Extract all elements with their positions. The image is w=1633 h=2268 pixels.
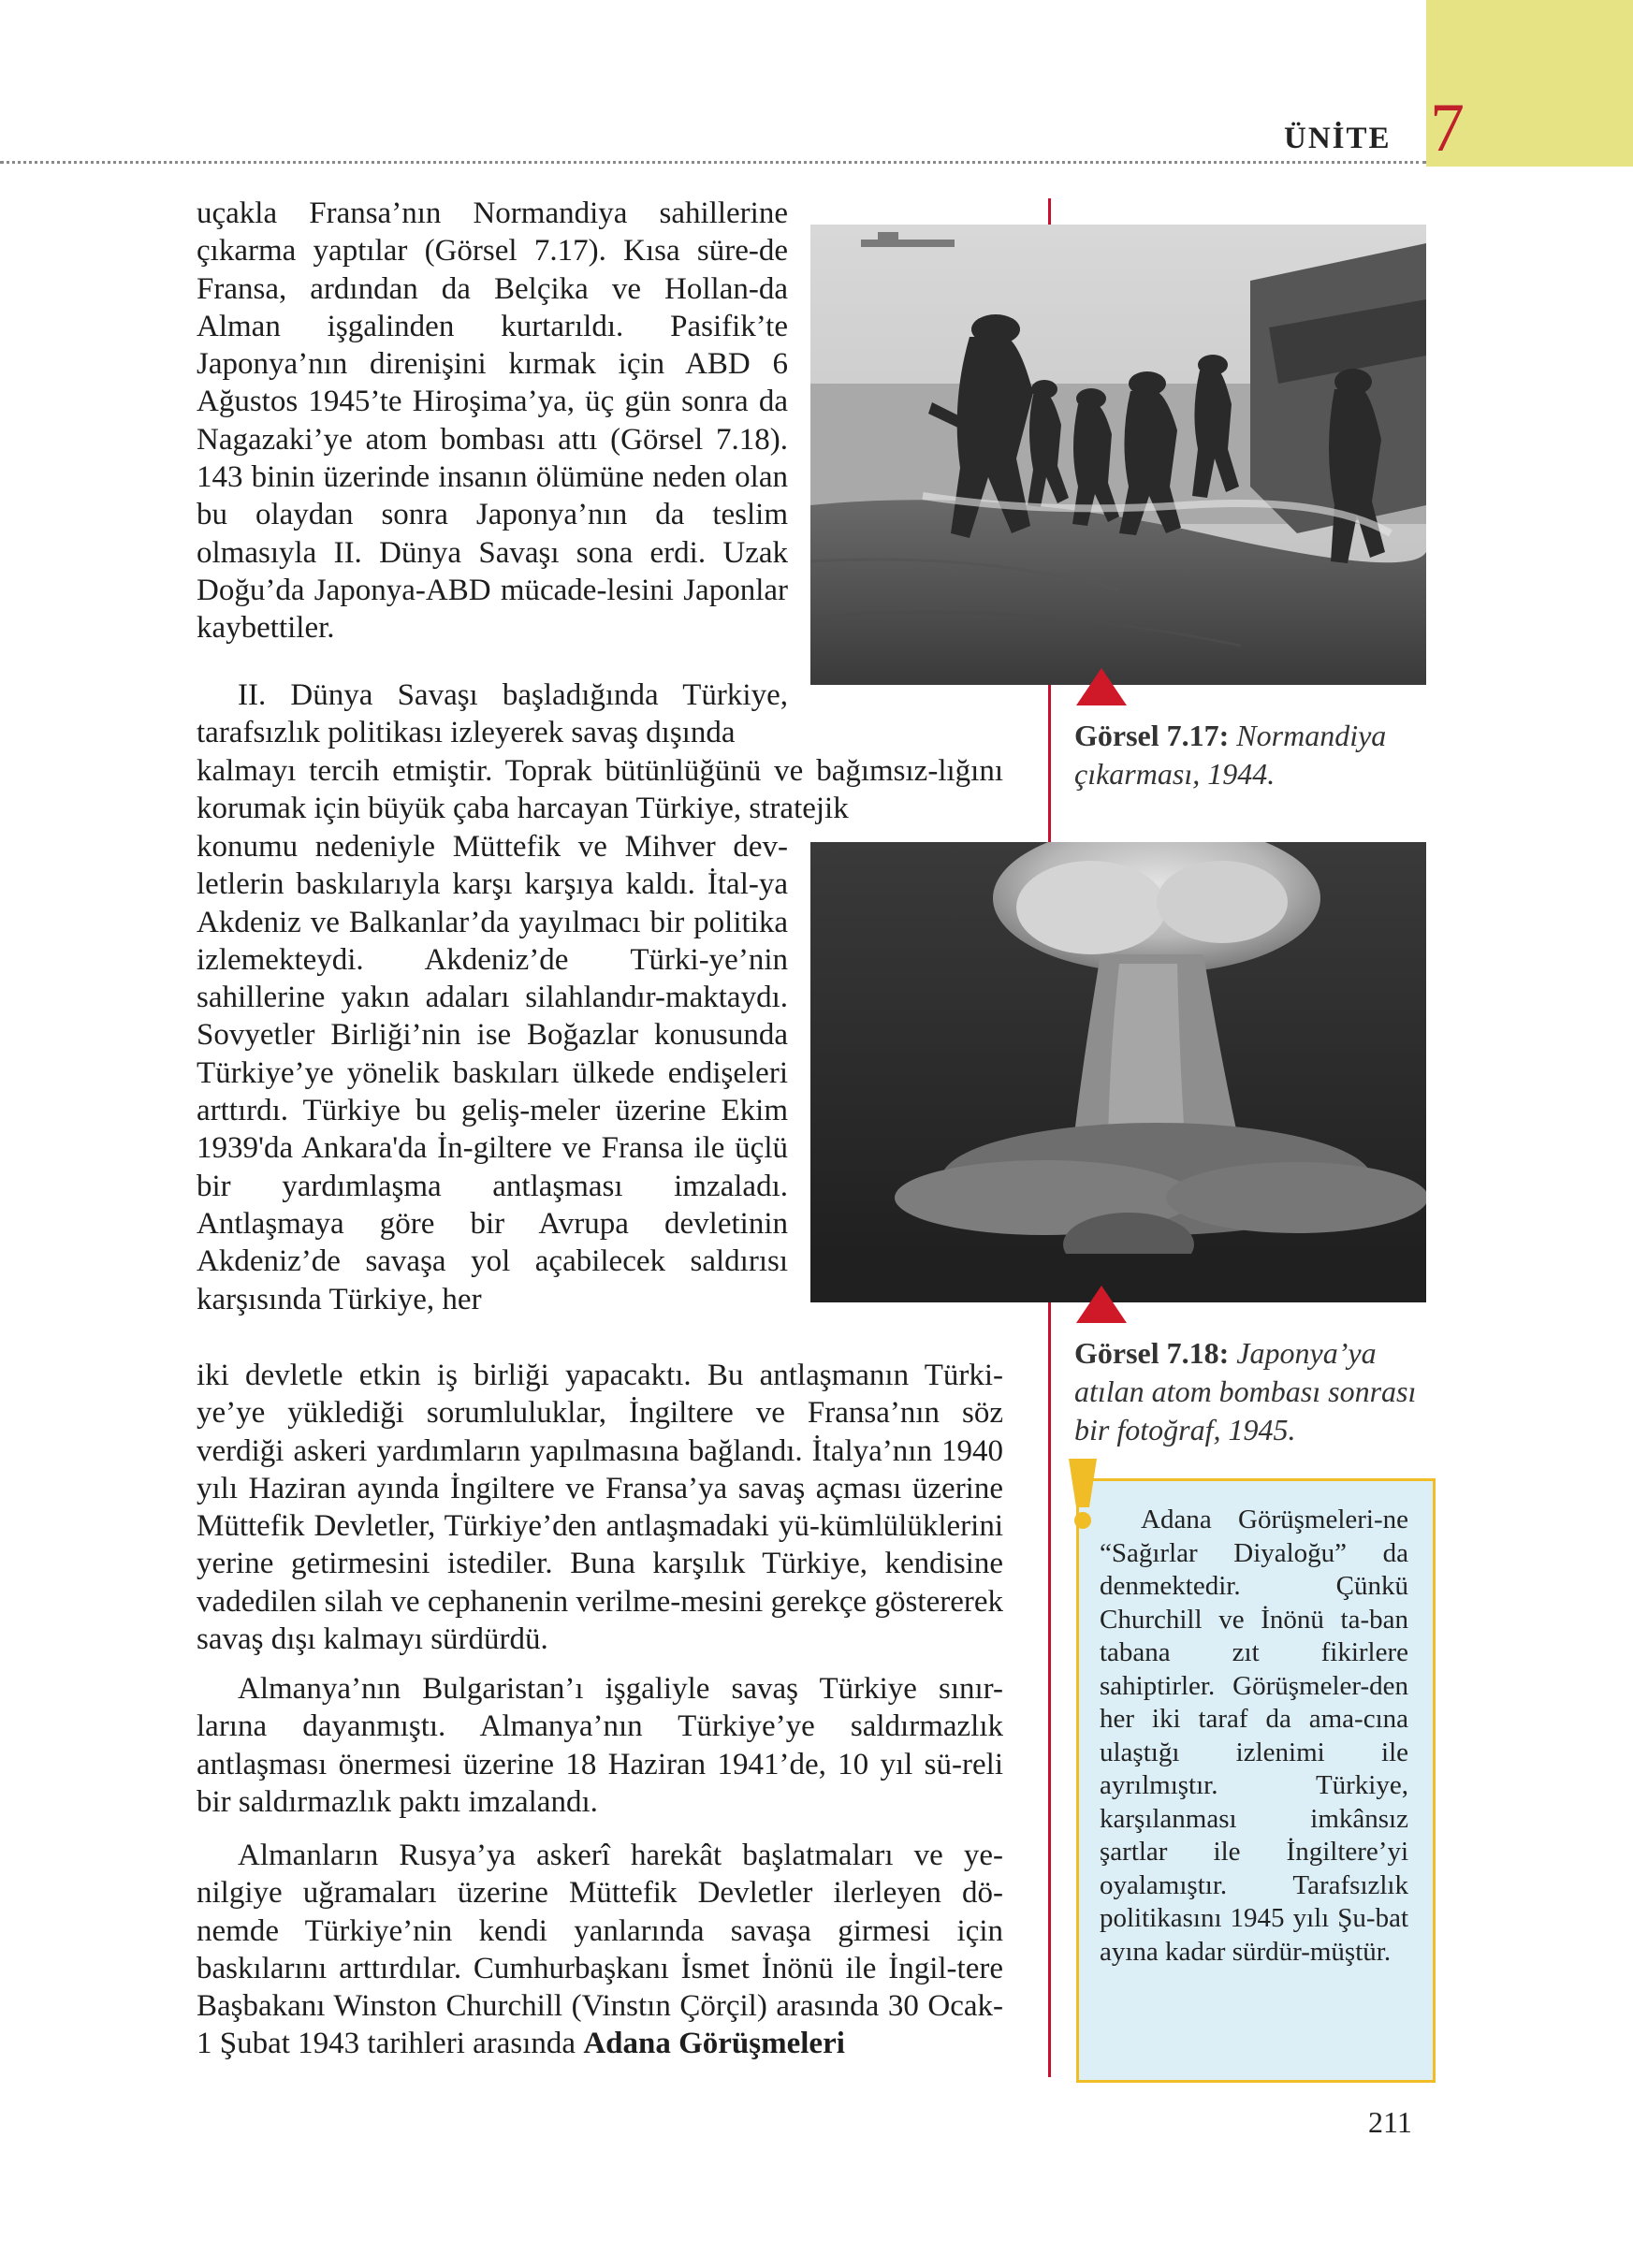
paragraph: iki devletle etkin iş birliği yapacaktı. Bu antlaşmanın Türki-ye’ye yüklediği sorumluluklar, İngiltere ve Fransa’nın söz verdiği askeri yardımların yapılmasına bağlandı. İtalya’nın 1940 yılı Haziran ayında İngiltere ve Fransa’ya savaş açması üzerine Müttefik Devletler, Türkiye’den antlaşmadaki yü-kümlülüklerini yerine getirmesini istediler. Buna karşılık Türkiye, kendisine vadedilen silah ve cephanenin verilme-mesini gerekçe göstererek savaş dışı kalmayı sürdürdü. xyxy=(197,1359,1003,1657)
figure-caption-7-18 xyxy=(1074,1334,1449,1449)
paragraph: Almanya’nın Bulgaristan’ı işgaliyle savaş Türkiye sınır-larına dayanmıştı. Almanya’nın Türkiye’ye saldırmazlık antlaşması önermesi üzerine 18 Haziran 1941’de, 10 yıl sü-reli bir saldırmazlık paktı imzalandı. xyxy=(197,1672,1003,1819)
atomic-bomb-photo xyxy=(810,842,1426,1302)
unit-label: ÜNİTE xyxy=(1284,122,1392,155)
caption-pointer-triangle xyxy=(1076,668,1127,705)
figure-caption-text: Normandiya çıkarması, 1944. xyxy=(1074,719,1387,791)
figure-caption-7-17 xyxy=(1074,717,1449,793)
figure-caption-text: Japonya’ya atılan atom bombası sonrası bir fotoğraf, 1945. xyxy=(1074,1336,1417,1447)
note-body: Adana Görüşmeleri-ne “Sağırlar Diyaloğu” da denmektedir. Çünkü Churchill ve İnönü ta-ban tabana zıt fikirlere sahiptirler. Görüşmeler-den her iki taraf da ama-cına ulaştığı izlenimi ile ayrılmıştır. Türkiye, karşılanması imkânsız şartlar ile İngiltere’yi oyalamıştır. Tarafsızlık politikasını 1945 yılı Şu-bat ayına kadar sürdür-müştür. xyxy=(1100,1505,1408,1967)
paragraph: II. Dünya Savaşı başladığında Türkiye, tarafsızlık politikası izleyerek savaş dışında xyxy=(197,678,788,750)
unit-number: 7 xyxy=(1430,90,1465,167)
figure-label: Görsel 7.17: xyxy=(1074,719,1230,752)
normandy-landing-photo xyxy=(810,225,1426,685)
paragraph xyxy=(197,1837,1003,2063)
bold-term: Adana Görüşmeleri xyxy=(583,2027,845,2061)
page-number: 211 xyxy=(1368,2105,1412,2139)
header-divider xyxy=(0,161,1426,164)
paragraph: konumu nedeniyle Müttefik ve Mihver dev-letlerin baskılarıyla karşı karşıya kaldı. İtal-ya Akdeniz ve Balkanlar’da yayılmacı bir politika izlemekteydi. Akdeniz’de Türki-ye’nin sahillerine yakın adaları silahlandır-maktaydı. Sovyetler Birliği’nin ise Boğazlar konusunda Türkiye’ye yönelik baskıları ülkede endişeleri arttırdı. Türkiye bu geliş-meler üzerine Ekim 1939'da Ankara'da İn-giltere ve Fransa ile üçlü bir yardımlaşma antlaşması imzaladı. Antlaşmaya göre bir Avrupa devletinin Akdeniz’de savaşa yol açabilecek saldırısı karşısında Türkiye, her xyxy=(197,830,788,1316)
figure-label: Görsel 7.18: xyxy=(1074,1336,1230,1370)
caption-pointer-triangle xyxy=(1076,1286,1127,1323)
paragraph: uçakla Fransa’nın Normandiya sahillerine çıkarma yaptılar (Görsel 7.17). Kısa süre-de Fransa, ardından da Belçika ve Hollan-da Alman işgalinden kurtarıldı. Pasifik’te Japonya’nın direnişini kırmak için ABD 6 Ağustos 1945’te Hiroşima’ya, üç gün sonra da Nagazaki’ye atom bombası attı (Görsel 7.18). 143 binin üzerinde insanın ölümüne neden olan bu olaydan sonra Japonya’nın da teslim olmasıyla II. Dünya Savaşı sona erdi. Uzak Doğu’da Japonya-ABD mücade-lesini Japonlar kaybettiler. xyxy=(197,196,788,646)
paragraph: kalmayı tercih etmiştir. Toprak bütünlüğünü ve bağımsız-lığını korumak için büyük çaba harcayan Türkiye, stratejik xyxy=(197,754,1003,826)
note-text xyxy=(1100,1504,1408,1969)
paragraph-text: Almanların Rusya’ya askerî harekât başlatmaları ve ye-nilgiye uğramaları üzerine Müttefik Devletler ilerleyen dö-nemde Türkiye’nin kendi yanlarında savaşa girmesi için baskılarını arttırdılar. Cumhurbaşkanı İsmet İnönü ile İngil-tere Başbakanı Winston Churchill (Vinstın Çörçil) arasında 30 Ocak-1 Şubat 1943 tarihleri arasında xyxy=(197,1839,1003,2061)
